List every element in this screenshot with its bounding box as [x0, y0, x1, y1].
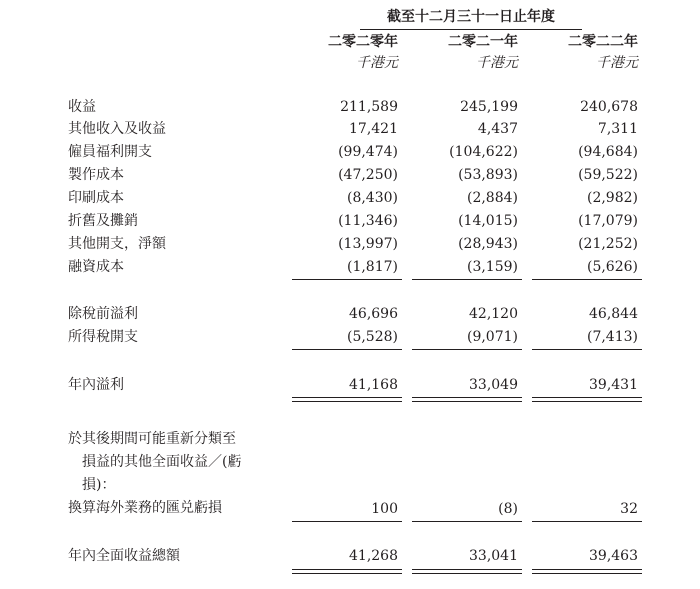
oci-rule-2022	[532, 521, 642, 522]
other-expenses-2022: (21,252)	[578, 236, 638, 252]
production-costs-2021: (53,893)	[458, 167, 518, 183]
row-label-printing-costs: 印刷成本	[68, 190, 124, 206]
row-label-total-comprehensive: 年內全面收益總額	[68, 548, 180, 564]
grand-total-rule-2020	[292, 569, 402, 574]
profit-before-tax-2020: 46,696	[349, 306, 398, 322]
row-label-employee-benefits: 僱員福利開支	[68, 144, 152, 160]
row-label-revenue: 收益	[68, 99, 96, 115]
printing-costs-2020: (8,430)	[346, 190, 398, 206]
revenue-2022: 240,678	[580, 99, 638, 115]
oci-heading-line1: 於其後期間可能重新分類至	[68, 431, 236, 447]
depreciation-2020: (11,346)	[338, 213, 398, 229]
grand-total-rule-2021	[412, 569, 522, 574]
employee-benefits-2020: (99,474)	[338, 144, 398, 160]
printing-costs-2022: (2,982)	[586, 190, 638, 206]
oci-heading-line3: 損)：	[82, 477, 116, 493]
total-comprehensive-2020: 41,268	[349, 548, 398, 564]
row-label-finance-costs: 融資成本	[68, 259, 124, 275]
unit-2022: 千港元	[596, 55, 638, 71]
other-income-2021: 4,437	[477, 121, 518, 137]
profit-for-year-2021: 33,049	[469, 377, 518, 393]
profit-for-year-2020: 41,168	[349, 377, 398, 393]
row-label-income-tax: 所得稅開支	[68, 329, 138, 345]
grand-total-rule-2022	[532, 569, 642, 574]
tax-rule-2021	[412, 349, 522, 350]
production-costs-2022: (59,522)	[578, 167, 638, 183]
exchange-diff-2022: 32	[620, 501, 638, 517]
row-label-profit-for-year: 年內溢利	[68, 377, 124, 393]
finance-costs-2022: (5,626)	[586, 259, 638, 275]
unit-2020: 千港元	[356, 55, 398, 71]
subtotal-rule-2020	[292, 279, 402, 280]
finance-costs-2020: (1,817)	[346, 259, 398, 275]
revenue-2020: 211,589	[340, 99, 398, 115]
period-heading-rule	[360, 29, 582, 30]
printing-costs-2021: (2,884)	[466, 190, 518, 206]
year-2022-header: 二零二二年	[568, 34, 638, 50]
year-2021-header: 二零二一年	[448, 34, 518, 50]
subtotal-rule-2022	[532, 279, 642, 280]
profit-before-tax-2022: 46,844	[589, 306, 638, 322]
employee-benefits-2022: (94,684)	[578, 144, 638, 160]
row-label-depreciation: 折舊及攤銷	[68, 213, 138, 229]
other-income-2020: 17,421	[349, 121, 398, 137]
exchange-diff-2021: (8)	[498, 501, 518, 517]
profit-for-year-2022: 39,431	[589, 377, 638, 393]
employee-benefits-2021: (104,622)	[449, 144, 518, 160]
income-tax-2021: (9,071)	[466, 329, 518, 345]
income-tax-2022: (7,413)	[586, 329, 638, 345]
profit-before-tax-2021: 42,120	[469, 306, 518, 322]
unit-2021: 千港元	[476, 55, 518, 71]
total-rule-2020	[292, 397, 402, 402]
oci-rule-2021	[412, 521, 522, 522]
production-costs-2020: (47,250)	[338, 167, 398, 183]
depreciation-2021: (14,015)	[458, 213, 518, 229]
row-label-profit-before-tax: 除稅前溢利	[68, 306, 138, 322]
row-label-other-income: 其他收入及收益	[68, 121, 166, 137]
row-label-exchange-diff: 換算海外業務的匯兑虧損	[68, 500, 222, 516]
year-2020-header: 二零二零年	[328, 34, 398, 50]
total-comprehensive-2021: 33,041	[469, 548, 518, 564]
income-tax-2020: (5,528)	[346, 329, 398, 345]
revenue-2021: 245,199	[460, 99, 518, 115]
other-expenses-2020: (13,997)	[338, 236, 398, 252]
total-rule-2022	[532, 397, 642, 402]
tax-rule-2020	[292, 349, 402, 350]
finance-costs-2021: (3,159)	[466, 259, 518, 275]
tax-rule-2022	[532, 349, 642, 350]
other-expenses-2021: (28,943)	[458, 236, 518, 252]
period-heading: 截至十二月三十一日止年度	[387, 9, 555, 25]
oci-heading-line2: 損益的其他全面收益／(虧	[82, 454, 242, 470]
total-rule-2021	[412, 397, 522, 402]
depreciation-2022: (17,079)	[578, 213, 638, 229]
row-label-production-costs: 製作成本	[68, 167, 124, 183]
total-comprehensive-2022: 39,463	[589, 548, 638, 564]
other-income-2022: 7,311	[597, 121, 638, 137]
oci-rule-2020	[292, 521, 402, 522]
row-label-other-expenses: 其他開支，淨額	[68, 236, 166, 252]
exchange-diff-2020: 100	[371, 501, 398, 517]
subtotal-rule-2021	[412, 279, 522, 280]
